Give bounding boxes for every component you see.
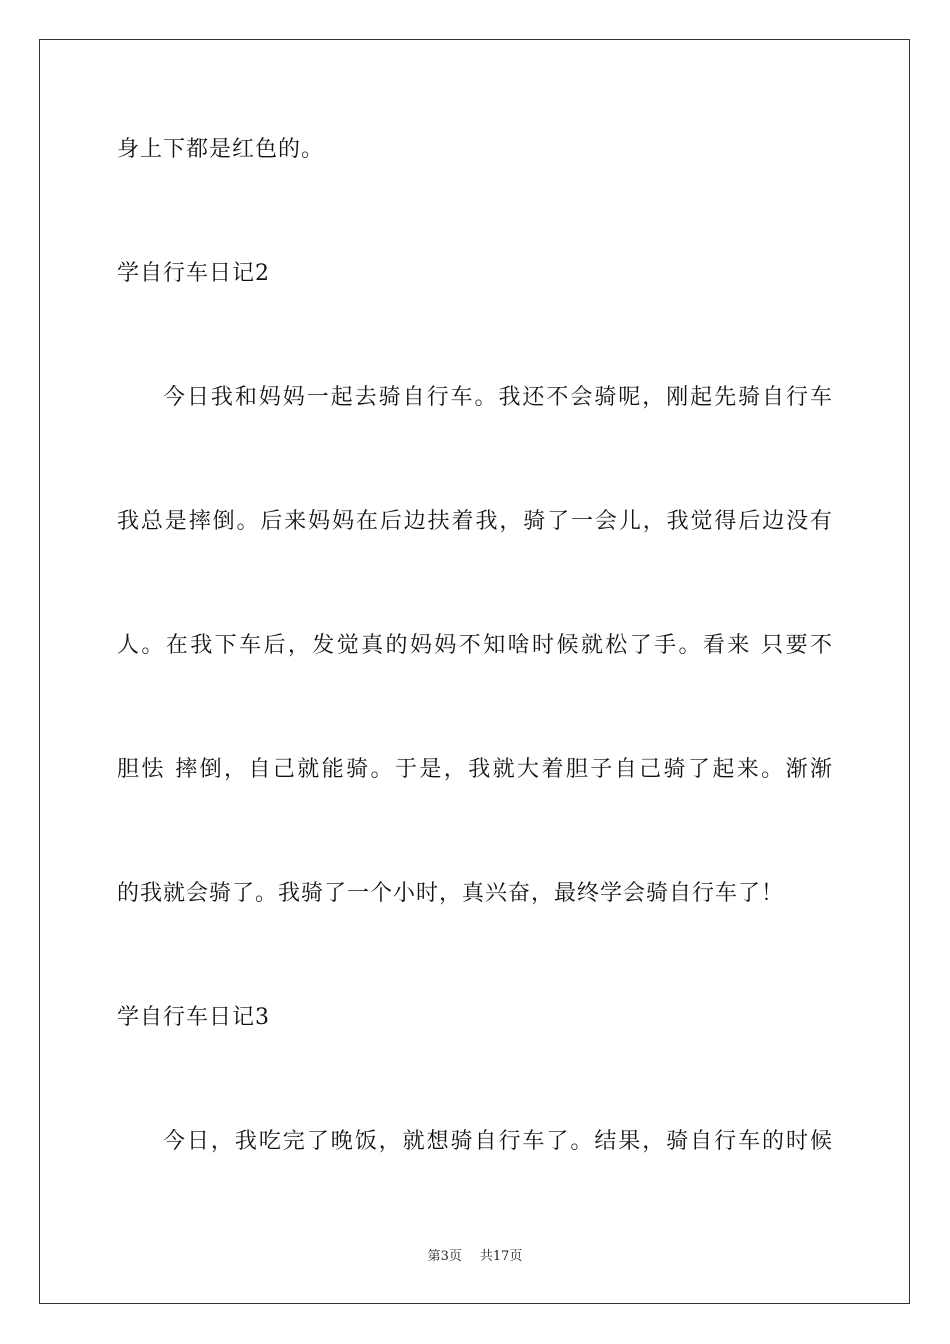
text-line-5: 人。在我下车后，发觉真的妈妈不知啥时候就松了手。看来 只要不 [117,633,833,658]
text-line-3: 今日我和妈妈一起去骑自行车。我还不会骑呢，刚起先骑自行车 [163,385,833,410]
heading-diary-3: 学自行车日记3 [117,1005,270,1030]
text-line-7: 的我就会骑了。我骑了一个小时，真兴奋，最终学会骑自行车了！ [117,881,785,906]
page-footer [0,1248,950,1266]
text-line-4: 我总是摔倒。后来妈妈在后边扶着我，骑了一会儿，我觉得后边没有 [117,509,833,534]
text-line-6: 胆怯 摔倒，自己就能骑。于是，我就大着胆子自己骑了起来。渐渐 [117,757,833,782]
heading-diary-2: 学自行车日记2 [117,261,270,286]
text-line-9: 今日，我吃完了晚饭，就想骑自行车了。结果，骑自行车的时候 [163,1129,833,1154]
page-total: 共17页 [479,1249,523,1264]
page-border [39,39,910,1304]
text-line-1: 身上下都是红色的。 [117,137,325,162]
page-number: 第3页 [427,1249,462,1264]
